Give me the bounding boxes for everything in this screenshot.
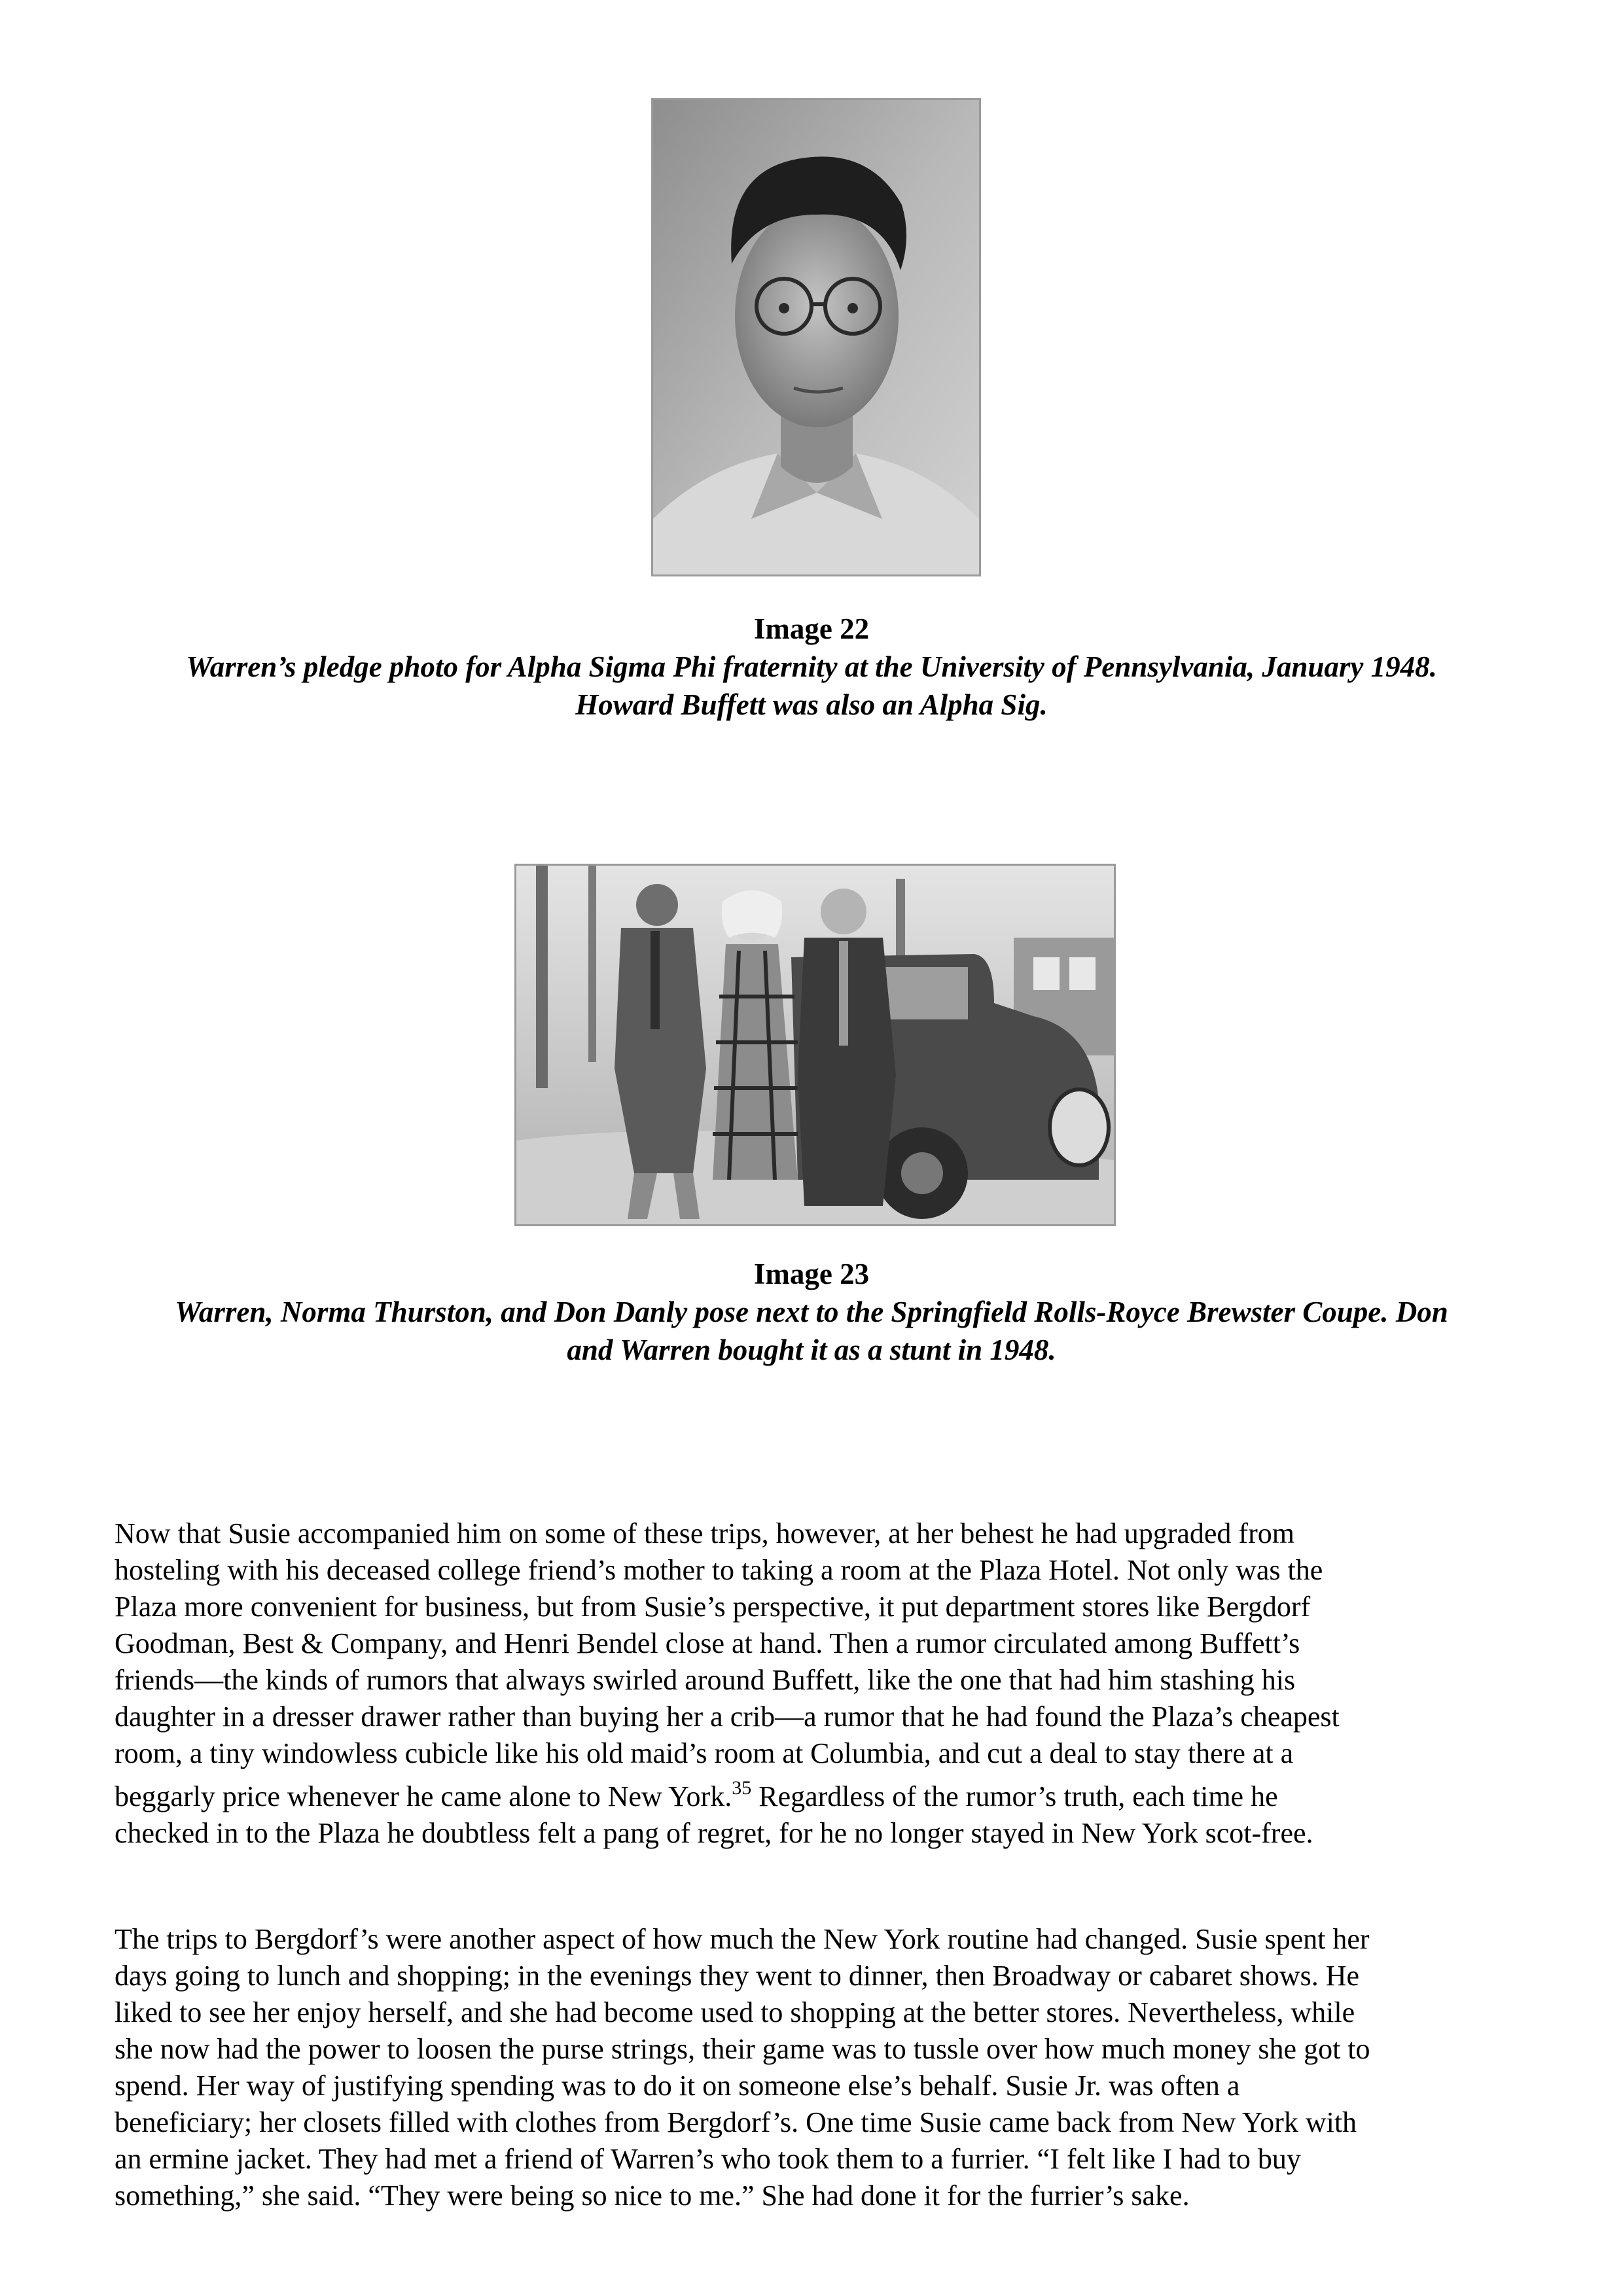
caption-line: Warren, Norma Thurston, and Don Danly pose next to the Springfield Rolls-Royce Brewster Coupe. Don	[175, 1296, 1448, 1328]
text-line: she now had the power to loosen the purse strings, their game was to tussle over how much money she got to	[115, 2033, 1370, 2065]
text-fragment: beggarly price whenever he came alone to New York.	[115, 1780, 732, 1812]
image-label: Image 23	[753, 1258, 870, 1290]
text-line: daughter in a dresser drawer rather than buying her a crib—a rumor that he had found the Plaza’s cheapest	[115, 1701, 1340, 1733]
text-line: Goodman, Best & Company, and Henri Bendel close at hand. Then a rumor circulated among Buffett’s	[115, 1627, 1300, 1659]
image-23-caption	[98, 1255, 1525, 1369]
text-line: friends—the kinds of rumors that always swirled around Buffett, like the one that had him stashing his	[115, 1664, 1296, 1696]
text-fragment: Regardless of the rumor’s truth, each time he	[751, 1780, 1278, 1812]
text-line: beneficiary; her closets filled with clothes from Bergdorf’s. One time Susie came back from New York with	[115, 2106, 1357, 2138]
caption-line: Howard Buffett was also an Alpha Sig.	[575, 688, 1048, 721]
body-paragraph	[115, 1515, 1515, 1852]
group-car-image	[516, 866, 1114, 1224]
portrait-image	[653, 100, 979, 574]
text-line: something,” she said. “They were being so nice to me.” She had done it for the furrier’s sake.	[115, 2180, 1190, 2212]
text-line: hosteling with his deceased college friend’s mother to taking a room at the Plaza Hotel. Not only was the	[115, 1554, 1323, 1586]
text-line: days going to lunch and shopping; in the evenings they went to dinner, then Broadway or cabaret shows. He	[115, 1960, 1360, 1992]
text-line: an ermine jacket. They had met a friend of Warren’s who took them to a furrier. “I felt like I had to buy	[115, 2143, 1301, 2175]
body-paragraph	[115, 1921, 1515, 2214]
image-label: Image 22	[753, 612, 870, 645]
text-line: checked in to the Plaza he doubtless felt a pang of regret, for he no longer stayed in New York scot-free.	[115, 1817, 1313, 1849]
text-line-with-footnote	[115, 1778, 1515, 1815]
text-line: liked to see her enjoy herself, and she had become used to shopping at the better stores. Nevertheless, while	[115, 1996, 1355, 2028]
text-line: The trips to Bergdorf’s were another aspect of how much the New York routine had changed. Susie spent her	[115, 1923, 1370, 1955]
caption-line: and Warren bought it as a stunt in 1948.	[567, 1333, 1056, 1366]
caption-line: Warren’s pledge photo for Alpha Sigma Phi fraternity at the University of Pennsylvania, January 1948.	[186, 650, 1437, 683]
footnote-reference[interactable]: 35	[732, 1777, 752, 1799]
image-22-caption	[98, 610, 1525, 724]
text-line: spend. Her way of justifying spending was to do it on someone else’s behalf. Susie Jr. was often a	[115, 2070, 1240, 2102]
text-line: room, a tiny windowless cubicle like his old maid’s room at Columbia, and cut a deal to stay there at a	[115, 1737, 1294, 1769]
rolls-royce-group-photo	[514, 864, 1116, 1226]
text-line: Now that Susie accompanied him on some of these trips, however, at her behest he had upgraded from	[115, 1517, 1294, 1549]
pledge-portrait-photo	[651, 98, 981, 576]
text-line: Plaza more convenient for business, but from Susie’s perspective, it put department stores like Bergdorf	[115, 1591, 1311, 1623]
